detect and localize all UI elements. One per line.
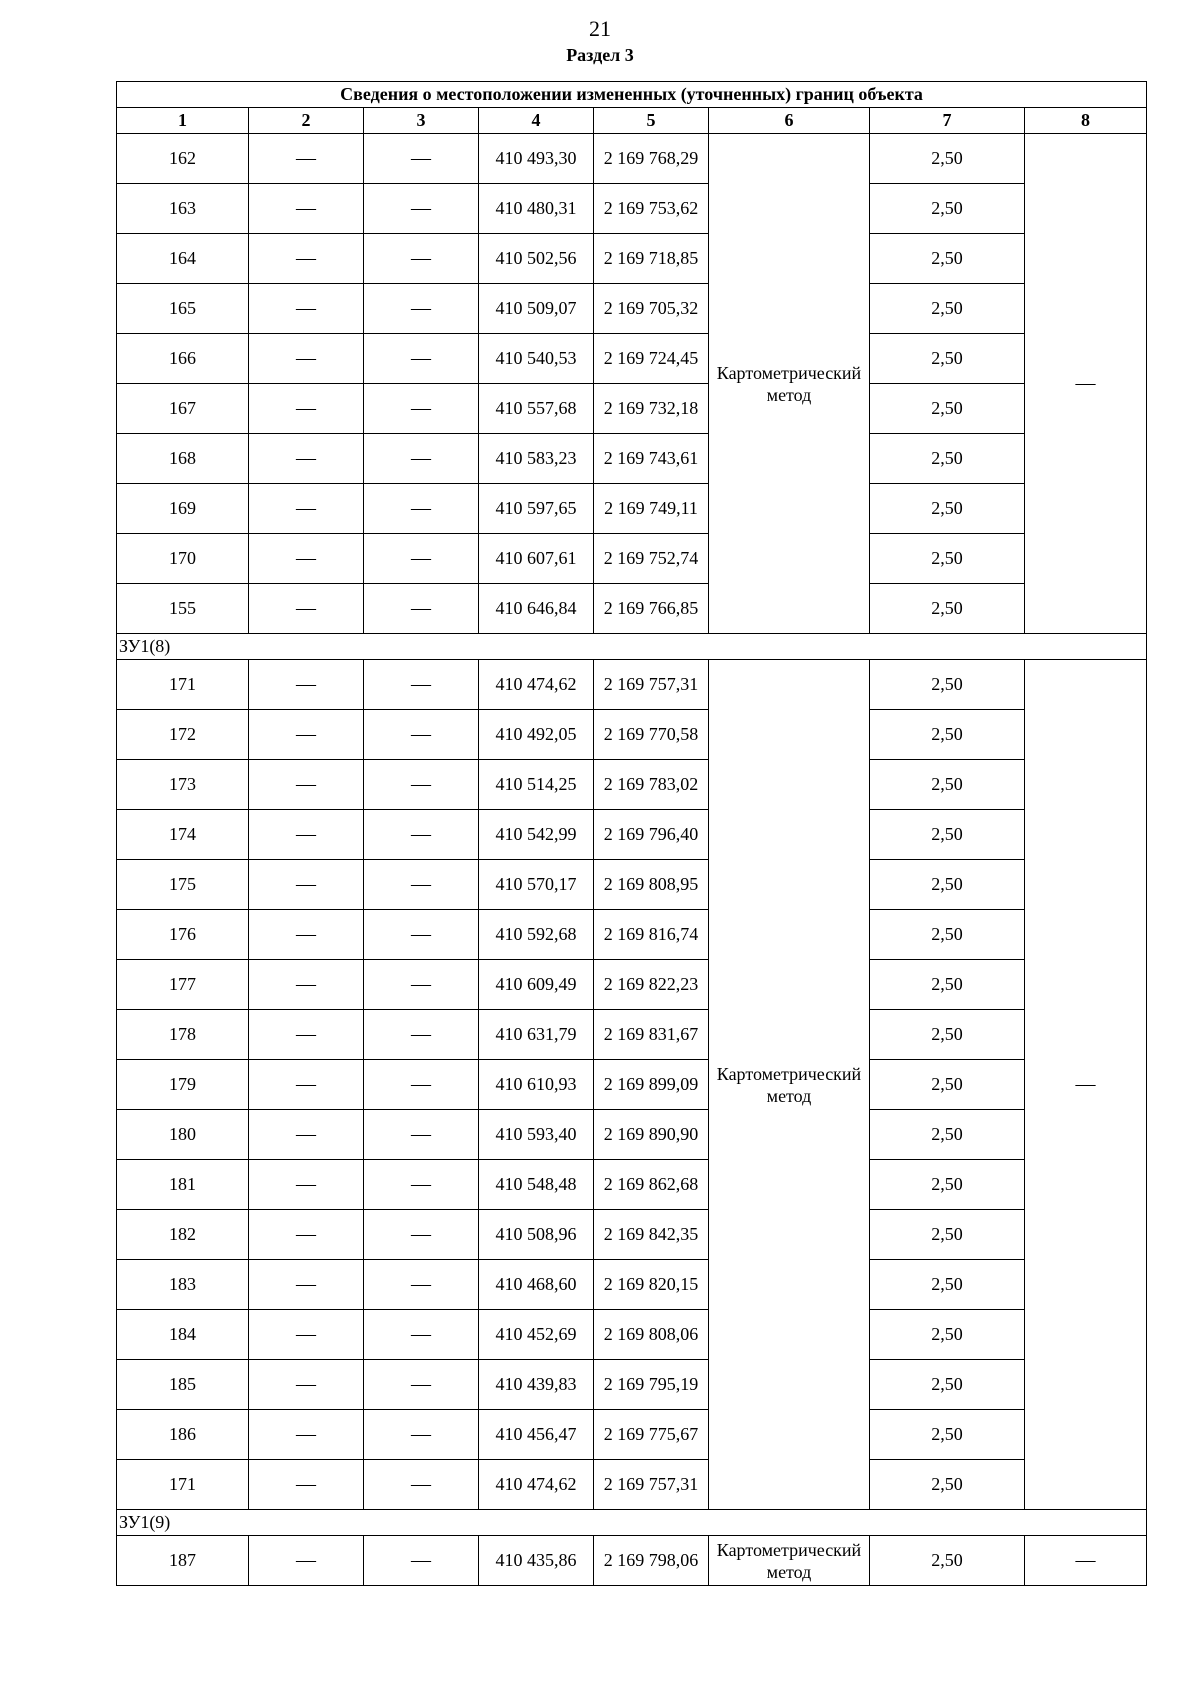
- col3-cell: —: [364, 660, 479, 710]
- y-coordinate-cell: 2 169 775,67: [594, 1410, 709, 1460]
- table-row: [117, 1310, 1147, 1360]
- point-number-cell: 165: [117, 284, 249, 334]
- col3-cell: —: [364, 1460, 479, 1510]
- x-coordinate-cell: 410 480,31: [479, 184, 594, 234]
- point-number-cell: 187: [117, 1536, 249, 1586]
- col2-cell: —: [249, 760, 364, 810]
- y-coordinate-cell: 2 169 705,32: [594, 284, 709, 334]
- table-title: Сведения о местоположении измененных (уточненных) границ объекта: [117, 82, 1147, 108]
- y-coordinate-cell: 2 169 820,15: [594, 1260, 709, 1310]
- table-row: [117, 960, 1147, 1010]
- x-coordinate-cell: 410 597,65: [479, 484, 594, 534]
- table-row: [117, 484, 1147, 534]
- accuracy-cell: 2,50: [870, 910, 1025, 960]
- accuracy-cell: 2,50: [870, 1360, 1025, 1410]
- accuracy-cell: 2,50: [870, 1536, 1025, 1586]
- point-number-cell: 183: [117, 1260, 249, 1310]
- x-coordinate-cell: 410 583,23: [479, 434, 594, 484]
- col3-cell: —: [364, 1060, 479, 1110]
- section-title: Раздел 3: [566, 45, 634, 65]
- x-coordinate-cell: 410 509,07: [479, 284, 594, 334]
- accuracy-cell: 2,50: [870, 384, 1025, 434]
- point-number-cell: 180: [117, 1110, 249, 1160]
- method-cell: Картометрический метод: [709, 1536, 870, 1586]
- col2-cell: —: [249, 1260, 364, 1310]
- point-number-cell: 166: [117, 334, 249, 384]
- accuracy-cell: 2,50: [870, 184, 1025, 234]
- group-label: ЗУ1(9): [117, 1510, 1147, 1536]
- accuracy-cell: 2,50: [870, 334, 1025, 384]
- y-coordinate-cell: 2 169 753,62: [594, 184, 709, 234]
- point-number-cell: 174: [117, 810, 249, 860]
- table-row: [117, 860, 1147, 910]
- accuracy-cell: 2,50: [870, 1460, 1025, 1510]
- method-cell: Картометрический метод: [709, 660, 870, 1510]
- col3-cell: —: [364, 1010, 479, 1060]
- x-coordinate-cell: 410 468,60: [479, 1260, 594, 1310]
- table-row: [117, 1410, 1147, 1460]
- x-coordinate-cell: 410 548,48: [479, 1160, 594, 1210]
- col8-cell: —: [1025, 134, 1147, 634]
- accuracy-cell: 2,50: [870, 1310, 1025, 1360]
- accuracy-cell: 2,50: [870, 710, 1025, 760]
- col2-cell: —: [249, 710, 364, 760]
- col3-cell: —: [364, 534, 479, 584]
- table-row: [117, 184, 1147, 234]
- col3-cell: —: [364, 710, 479, 760]
- y-coordinate-cell: 2 169 783,02: [594, 760, 709, 810]
- table-row: [117, 434, 1147, 484]
- col3-cell: —: [364, 810, 479, 860]
- table-row: [117, 1260, 1147, 1310]
- x-coordinate-cell: 410 514,25: [479, 760, 594, 810]
- x-coordinate-cell: 410 592,68: [479, 910, 594, 960]
- page-number: 21: [589, 16, 611, 41]
- point-number-cell: 176: [117, 910, 249, 960]
- table-row: [117, 334, 1147, 384]
- y-coordinate-cell: 2 169 798,06: [594, 1536, 709, 1586]
- x-coordinate-cell: 410 609,49: [479, 960, 594, 1010]
- col2-cell: —: [249, 134, 364, 184]
- col3-cell: —: [364, 134, 479, 184]
- table-row: [117, 1210, 1147, 1260]
- y-coordinate-cell: 2 169 766,85: [594, 584, 709, 634]
- x-coordinate-cell: 410 435,86: [479, 1536, 594, 1586]
- col2-cell: —: [249, 234, 364, 284]
- point-number-cell: 163: [117, 184, 249, 234]
- col3-cell: —: [364, 584, 479, 634]
- point-number-cell: 177: [117, 960, 249, 1010]
- y-coordinate-cell: 2 169 842,35: [594, 1210, 709, 1260]
- x-coordinate-cell: 410 542,99: [479, 810, 594, 860]
- col2-cell: —: [249, 434, 364, 484]
- y-coordinate-cell: 2 169 770,58: [594, 710, 709, 760]
- accuracy-cell: 2,50: [870, 1260, 1025, 1310]
- col3-cell: —: [364, 1160, 479, 1210]
- accuracy-cell: 2,50: [870, 1010, 1025, 1060]
- col3-cell: —: [364, 384, 479, 434]
- table-row: [117, 1060, 1147, 1110]
- accuracy-cell: 2,50: [870, 534, 1025, 584]
- x-coordinate-cell: 410 456,47: [479, 1410, 594, 1460]
- col8-cell: —: [1025, 1536, 1147, 1586]
- x-coordinate-cell: 410 610,93: [479, 1060, 594, 1110]
- column-number-row: [117, 108, 1147, 134]
- table-row: [117, 584, 1147, 634]
- col3-cell: —: [364, 1536, 479, 1586]
- column-header: 8: [1025, 108, 1147, 134]
- table-row: [117, 1360, 1147, 1410]
- table-row: [117, 760, 1147, 810]
- table-row: [117, 910, 1147, 960]
- table-row: [117, 1536, 1147, 1586]
- x-coordinate-cell: 410 631,79: [479, 1010, 594, 1060]
- point-number-cell: 175: [117, 860, 249, 910]
- col3-cell: —: [364, 1260, 479, 1310]
- y-coordinate-cell: 2 169 724,45: [594, 334, 709, 384]
- col3-cell: —: [364, 1310, 479, 1360]
- point-number-cell: 173: [117, 760, 249, 810]
- y-coordinate-cell: 2 169 757,31: [594, 1460, 709, 1510]
- col3-cell: —: [364, 1360, 479, 1410]
- table-row: [117, 1010, 1147, 1060]
- y-coordinate-cell: 2 169 757,31: [594, 660, 709, 710]
- col2-cell: —: [249, 960, 364, 1010]
- col2-cell: —: [249, 1310, 364, 1360]
- group-label: ЗУ1(8): [117, 634, 1147, 660]
- col2-cell: —: [249, 284, 364, 334]
- table-body: [117, 134, 1147, 1586]
- accuracy-cell: 2,50: [870, 1060, 1025, 1110]
- table-row: [117, 284, 1147, 334]
- col3-cell: —: [364, 1210, 479, 1260]
- x-coordinate-cell: 410 493,30: [479, 134, 594, 184]
- point-number-cell: 168: [117, 434, 249, 484]
- point-number-cell: 169: [117, 484, 249, 534]
- col2-cell: —: [249, 584, 364, 634]
- col3-cell: —: [364, 234, 479, 284]
- col3-cell: —: [364, 1110, 479, 1160]
- boundary-coordinates-table: [116, 81, 1147, 1586]
- accuracy-cell: 2,50: [870, 484, 1025, 534]
- x-coordinate-cell: 410 646,84: [479, 584, 594, 634]
- col3-cell: —: [364, 860, 479, 910]
- col3-cell: —: [364, 434, 479, 484]
- column-header: 3: [364, 108, 479, 134]
- point-number-cell: 164: [117, 234, 249, 284]
- point-number-cell: 171: [117, 660, 249, 710]
- point-number-cell: 167: [117, 384, 249, 434]
- col2-cell: —: [249, 534, 364, 584]
- column-header: 1: [117, 108, 249, 134]
- col2-cell: —: [249, 660, 364, 710]
- col2-cell: —: [249, 1460, 364, 1510]
- col2-cell: —: [249, 860, 364, 910]
- col2-cell: —: [249, 1360, 364, 1410]
- col2-cell: —: [249, 910, 364, 960]
- accuracy-cell: 2,50: [870, 760, 1025, 810]
- accuracy-cell: 2,50: [870, 1410, 1025, 1460]
- accuracy-cell: 2,50: [870, 134, 1025, 184]
- table-row: [117, 234, 1147, 284]
- point-number-cell: 181: [117, 1160, 249, 1210]
- column-header: 5: [594, 108, 709, 134]
- col8-cell: —: [1025, 660, 1147, 1510]
- y-coordinate-cell: 2 169 743,61: [594, 434, 709, 484]
- table-row: [117, 534, 1147, 584]
- y-coordinate-cell: 2 169 768,29: [594, 134, 709, 184]
- method-cell: Картометрический метод: [709, 134, 870, 634]
- col2-cell: —: [249, 334, 364, 384]
- col2-cell: —: [249, 1410, 364, 1460]
- column-header: 6: [709, 108, 870, 134]
- point-number-cell: 170: [117, 534, 249, 584]
- x-coordinate-cell: 410 570,17: [479, 860, 594, 910]
- col3-cell: —: [364, 760, 479, 810]
- y-coordinate-cell: 2 169 899,09: [594, 1060, 709, 1110]
- col3-cell: —: [364, 284, 479, 334]
- x-coordinate-cell: 410 474,62: [479, 660, 594, 710]
- y-coordinate-cell: 2 169 831,67: [594, 1010, 709, 1060]
- accuracy-cell: 2,50: [870, 960, 1025, 1010]
- accuracy-cell: 2,50: [870, 1110, 1025, 1160]
- table-row: [117, 660, 1147, 710]
- accuracy-cell: 2,50: [870, 284, 1025, 334]
- y-coordinate-cell: 2 169 749,11: [594, 484, 709, 534]
- accuracy-cell: 2,50: [870, 1160, 1025, 1210]
- point-number-cell: 178: [117, 1010, 249, 1060]
- accuracy-cell: 2,50: [870, 810, 1025, 860]
- table-row: [117, 1460, 1147, 1510]
- point-number-cell: 155: [117, 584, 249, 634]
- point-number-cell: 171: [117, 1460, 249, 1510]
- accuracy-cell: 2,50: [870, 434, 1025, 484]
- col2-cell: —: [249, 810, 364, 860]
- y-coordinate-cell: 2 169 796,40: [594, 810, 709, 860]
- accuracy-cell: 2,50: [870, 584, 1025, 634]
- y-coordinate-cell: 2 169 808,06: [594, 1310, 709, 1360]
- col3-cell: —: [364, 484, 479, 534]
- accuracy-cell: 2,50: [870, 234, 1025, 284]
- col3-cell: —: [364, 184, 479, 234]
- table-row: [117, 1110, 1147, 1160]
- y-coordinate-cell: 2 169 862,68: [594, 1160, 709, 1210]
- y-coordinate-cell: 2 169 816,74: [594, 910, 709, 960]
- table-row: [117, 384, 1147, 434]
- y-coordinate-cell: 2 169 732,18: [594, 384, 709, 434]
- col3-cell: —: [364, 960, 479, 1010]
- table-row: [117, 134, 1147, 184]
- point-number-cell: 182: [117, 1210, 249, 1260]
- point-number-cell: 179: [117, 1060, 249, 1110]
- col2-cell: —: [249, 1210, 364, 1260]
- column-header: 4: [479, 108, 594, 134]
- col2-cell: —: [249, 1110, 364, 1160]
- accuracy-cell: 2,50: [870, 1210, 1025, 1260]
- column-header: 2: [249, 108, 364, 134]
- col2-cell: —: [249, 484, 364, 534]
- col2-cell: —: [249, 1060, 364, 1110]
- x-coordinate-cell: 410 593,40: [479, 1110, 594, 1160]
- y-coordinate-cell: 2 169 752,74: [594, 534, 709, 584]
- y-coordinate-cell: 2 169 718,85: [594, 234, 709, 284]
- x-coordinate-cell: 410 452,69: [479, 1310, 594, 1360]
- col2-cell: —: [249, 1536, 364, 1586]
- x-coordinate-cell: 410 439,83: [479, 1360, 594, 1410]
- table-row: [117, 1160, 1147, 1210]
- table-row: [117, 810, 1147, 860]
- y-coordinate-cell: 2 169 822,23: [594, 960, 709, 1010]
- point-number-cell: 185: [117, 1360, 249, 1410]
- table-row: [117, 710, 1147, 760]
- point-number-cell: 186: [117, 1410, 249, 1460]
- col2-cell: —: [249, 1010, 364, 1060]
- x-coordinate-cell: 410 474,62: [479, 1460, 594, 1510]
- column-header: 7: [870, 108, 1025, 134]
- x-coordinate-cell: 410 607,61: [479, 534, 594, 584]
- x-coordinate-cell: 410 540,53: [479, 334, 594, 384]
- x-coordinate-cell: 410 502,56: [479, 234, 594, 284]
- x-coordinate-cell: 410 492,05: [479, 710, 594, 760]
- col2-cell: —: [249, 384, 364, 434]
- col2-cell: —: [249, 184, 364, 234]
- point-number-cell: 162: [117, 134, 249, 184]
- col3-cell: —: [364, 334, 479, 384]
- accuracy-cell: 2,50: [870, 860, 1025, 910]
- col2-cell: —: [249, 1160, 364, 1210]
- y-coordinate-cell: 2 169 795,19: [594, 1360, 709, 1410]
- x-coordinate-cell: 410 508,96: [479, 1210, 594, 1260]
- y-coordinate-cell: 2 169 890,90: [594, 1110, 709, 1160]
- point-number-cell: 184: [117, 1310, 249, 1360]
- y-coordinate-cell: 2 169 808,95: [594, 860, 709, 910]
- col3-cell: —: [364, 910, 479, 960]
- col3-cell: —: [364, 1410, 479, 1460]
- point-number-cell: 172: [117, 710, 249, 760]
- accuracy-cell: 2,50: [870, 660, 1025, 710]
- x-coordinate-cell: 410 557,68: [479, 384, 594, 434]
